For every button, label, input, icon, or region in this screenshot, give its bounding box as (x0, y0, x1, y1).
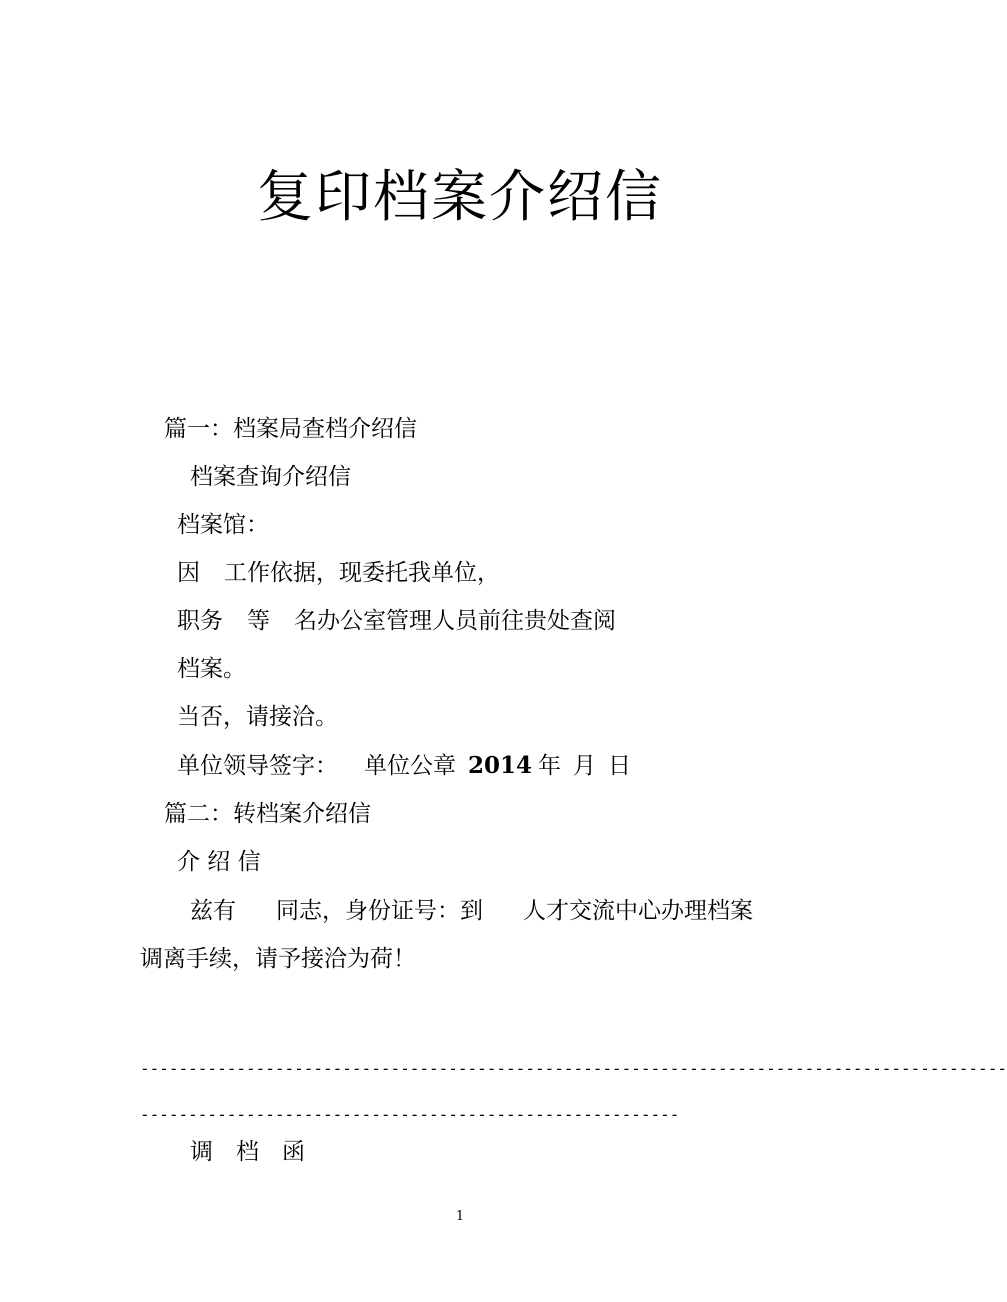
reason-line (177, 557, 500, 589)
duty-text: 名办公室管理人员前往贵处查阅 (294, 608, 616, 634)
body-line-1 (190, 895, 753, 927)
document-title: 复印档案介绍信 (257, 165, 663, 230)
body-center: 人才交流中心办理档案 (523, 898, 753, 924)
year-char: 年 (538, 753, 562, 779)
salutation: 档案馆： (177, 512, 269, 538)
body-id: 同志，身份证号：到 (276, 898, 483, 924)
duty-etc: 等 (247, 608, 270, 634)
section-subtitle-1: 档案查询介绍信 (190, 464, 351, 490)
request-line: 当否，请接洽。 (177, 704, 338, 730)
body-line-2: 调离手续，请予接洽为荷！ (140, 946, 416, 972)
sign-label: 单位领导签字： (177, 753, 338, 779)
seal-label: 单位公章 (364, 753, 456, 779)
page-number: 1 (455, 1209, 465, 1224)
archive-line: 档案。 (177, 656, 246, 682)
year-number: 2014 (468, 752, 533, 779)
separator-line-1: ------------------------------------------------------------------------------------------ (140, 1059, 1007, 1078)
duty-line (177, 605, 616, 637)
section-heading-2: 篇二：转档案介绍信 (164, 801, 371, 827)
month-char: 月 (573, 753, 597, 779)
reason-prefix: 因 (177, 560, 200, 586)
day-char: 日 (608, 753, 632, 779)
duty-label: 职务 (177, 608, 223, 634)
section-heading-1: 篇一：档案局查档介绍信 (164, 416, 417, 442)
signature-line (177, 750, 631, 782)
section-subtitle-2: 介 绍 信 (177, 849, 261, 875)
separator-line-2: -------------------------------------------------------- (140, 1105, 680, 1124)
body-intro: 兹有 (190, 898, 236, 924)
letter-title: 调 档 函 (190, 1139, 305, 1165)
reason-text: 工作依据，现委托我单位， (224, 560, 500, 586)
